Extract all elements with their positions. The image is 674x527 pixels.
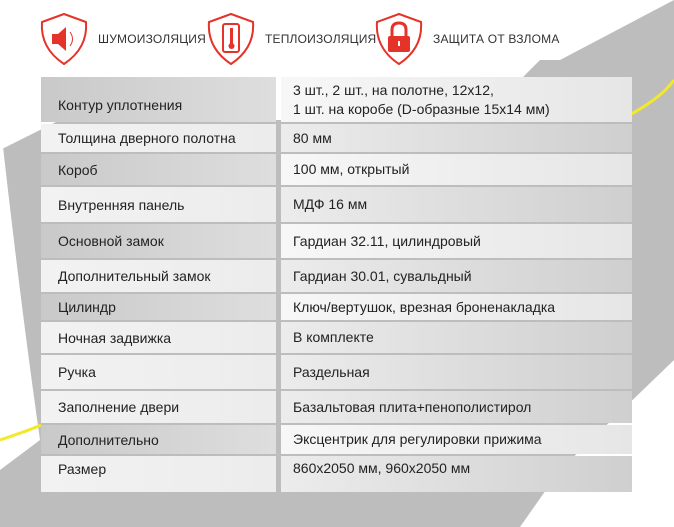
- feature-label: ТЕПЛОИЗОЛЯЦИЯ: [265, 32, 377, 46]
- table-row: [41, 224, 632, 258]
- spec-value: Ключ/вертушок, врезная броненакладка: [281, 294, 632, 320]
- feature-soundproofing: [38, 12, 206, 66]
- spec-name: Короб: [41, 154, 276, 185]
- table-row: [41, 322, 632, 353]
- spec-name: Дополнительный замок: [41, 260, 276, 292]
- spec-name: Основной замок: [41, 224, 276, 258]
- spec-name: Заполнение двери: [41, 391, 276, 423]
- speaker-shield-icon: [38, 12, 90, 66]
- spec-name: Дополнительно: [41, 425, 276, 454]
- spec-value: В комплекте: [281, 322, 632, 353]
- feature-label: ЗАЩИТА ОТ ВЗЛОМА: [433, 32, 560, 46]
- spec-name: Внутренняя панель: [41, 187, 276, 222]
- table-row: [41, 355, 632, 389]
- spec-value: 80 мм: [281, 124, 632, 152]
- table-row: [41, 124, 632, 152]
- spec-value: Раздельная: [281, 355, 632, 389]
- spec-value: Гардиан 30.01, сувальдный: [281, 260, 632, 292]
- feature-thermal: [205, 12, 376, 66]
- spec-name: Толщина дверного полотна: [41, 124, 276, 152]
- spec-name: Ночная задвижка: [41, 322, 276, 353]
- thermometer-shield-icon: [205, 12, 257, 66]
- table-row: [41, 391, 632, 423]
- spec-value: [281, 77, 632, 122]
- table-row: [41, 154, 632, 185]
- table-row: [41, 187, 632, 222]
- spec-value: МДФ 16 мм: [281, 187, 632, 222]
- table-row: [41, 77, 632, 122]
- spec-name: Цилиндр: [41, 294, 276, 320]
- spec-value-line: 1 шт. на коробе (D-образные 15x14 мм): [293, 100, 550, 117]
- table-row: [41, 260, 632, 292]
- spec-name: Ручка: [41, 355, 276, 389]
- spec-value: 100 мм, открытый: [281, 154, 632, 185]
- spec-value: Гардиан 32.11, цилиндровый: [281, 224, 632, 258]
- spec-value: Базальтовая плита+пенополистирол: [281, 391, 632, 423]
- avito-watermark: Avito: [609, 491, 664, 516]
- table-row: [41, 456, 632, 492]
- table-row: [41, 425, 632, 454]
- spec-value: 860x2050 мм, 960x2050 мм: [281, 456, 632, 492]
- feature-label: ШУМОИЗОЛЯЦИЯ: [98, 32, 206, 46]
- padlock-shield-icon: [373, 12, 425, 66]
- spec-value-line: 3 шт., 2 шт., на полотне, 12x12,: [293, 81, 494, 98]
- table-row: [41, 294, 632, 320]
- spec-value: Эксцентрик для регулировки прижима: [281, 425, 632, 454]
- spec-name: Размер: [41, 456, 276, 492]
- spec-name: Контур уплотнения: [41, 77, 276, 122]
- feature-burglary: [373, 12, 560, 66]
